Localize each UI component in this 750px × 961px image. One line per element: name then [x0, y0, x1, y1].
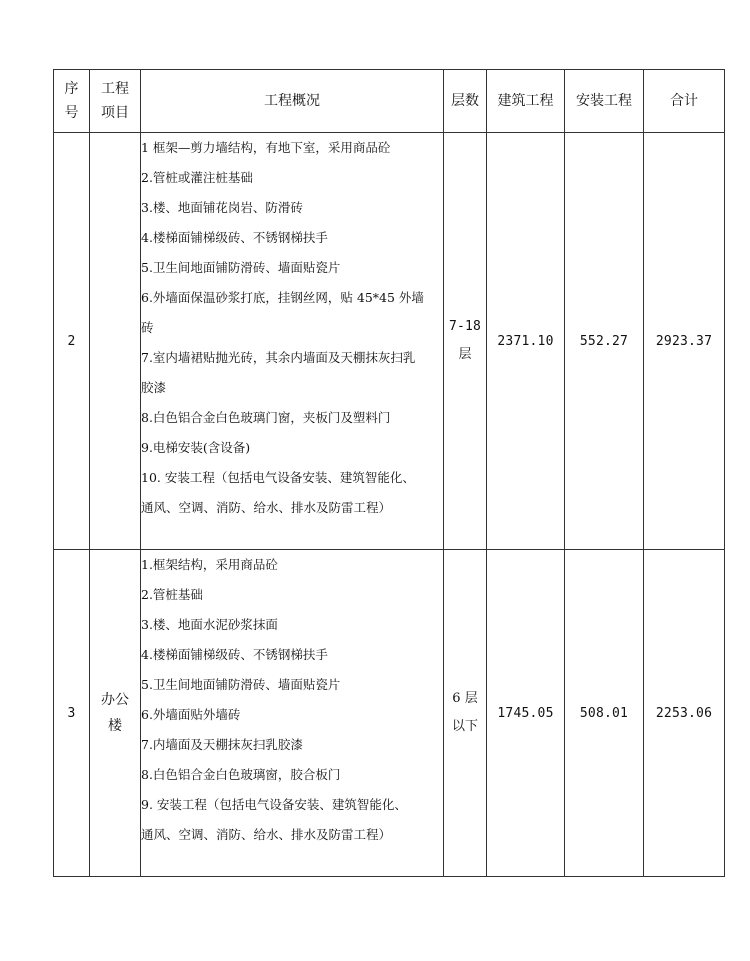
floors-line2: 以下	[451, 719, 478, 734]
project-cell	[90, 550, 141, 877]
header-row	[54, 70, 725, 133]
total-cell: 2253.06	[644, 550, 725, 877]
seq-cell: 3	[54, 550, 90, 877]
overview-line: 9. 安装工程（包括电气设备安装、建筑智能化、	[141, 797, 407, 812]
construction-cell: 1745.05	[487, 550, 565, 877]
floors-line1: 6 层	[452, 691, 478, 706]
total-cell: 2923.37	[644, 133, 725, 550]
table-row	[54, 550, 725, 877]
installation-cell: 508.01	[565, 550, 644, 877]
overview-line: 6.外墙面保温砂浆打底，挂钢丝网，贴 45*45 外墙	[141, 290, 424, 305]
project-line2: 楼	[108, 718, 122, 734]
overview-line: 8.白色铝合金白色玻璃门窗，夹板门及塑料门	[141, 410, 391, 425]
overview-line: 4.楼梯面铺梯级砖、不锈钢梯扶手	[141, 647, 328, 662]
floors-cell	[444, 133, 487, 550]
floors-line1: 7-18	[448, 319, 482, 334]
overview-line: 4.楼梯面铺梯级砖、不锈钢梯扶手	[141, 230, 328, 245]
overview-line: 1.框架结构，采用商品砼	[141, 557, 278, 572]
construction-cell: 2371.10	[487, 133, 565, 550]
overview-line: 2.管桩或灌注桩基础	[141, 170, 253, 185]
overview-line: 8.白色铝合金白色玻璃窗，胶合板门	[141, 767, 341, 782]
header-project-line2: 项目	[101, 105, 129, 121]
cost-table	[53, 69, 725, 877]
seq-cell: 2	[54, 133, 90, 550]
overview-line: 胶漆	[141, 380, 167, 395]
overview-line: 10. 安装工程（包括电气设备安装、建筑智能化、	[141, 470, 415, 485]
overview-line: 5.卫生间地面铺防滑砖、墙面贴瓷片	[141, 260, 341, 275]
floors-cell	[444, 550, 487, 877]
header-project	[90, 70, 141, 133]
overview-line: 1 框架—剪力墙结构，有地下室，采用商品砼	[141, 140, 391, 155]
overview-line: 砖	[141, 320, 154, 335]
header-installation: 安装工程	[565, 70, 644, 133]
overview-line: 5.卫生间地面铺防滑砖、墙面贴瓷片	[141, 677, 341, 692]
overview-line: 9.电梯安装(含设备)	[141, 440, 251, 455]
floors-line2: 层	[458, 347, 472, 362]
project-cell	[90, 133, 141, 550]
header-seq-line1: 序	[64, 81, 79, 97]
header-project-line1: 工程	[101, 81, 129, 97]
overview-line: 3.楼、地面水泥砂浆抹面	[141, 617, 278, 632]
overview-line: 3.楼、地面铺花岗岩、防滑砖	[141, 200, 303, 215]
header-overview: 工程概况	[141, 70, 444, 133]
header-seq-line2: 号	[64, 105, 79, 121]
table-row	[54, 133, 725, 550]
overview-cell	[141, 133, 444, 550]
overview-line: 6.外墙面贴外墙砖	[141, 707, 241, 722]
header-construction: 建筑工程	[487, 70, 565, 133]
header-total: 合计	[644, 70, 725, 133]
overview-line: 7.室内墙裙贴抛光砖，其余内墙面及天棚抹灰扫乳	[141, 350, 416, 365]
overview-cell	[141, 550, 444, 877]
project-line1: 办公	[101, 692, 129, 708]
overview-line: 通风、空调、消防、给水、排水及防雷工程）	[141, 827, 392, 842]
overview-line: 通风、空调、消防、给水、排水及防雷工程）	[141, 500, 392, 515]
installation-cell: 552.27	[565, 133, 644, 550]
overview-line: 2.管桩基础	[141, 587, 203, 602]
header-floors: 层数	[444, 70, 487, 133]
header-seq	[54, 70, 90, 133]
overview-line: 7.内墙面及天棚抹灰扫乳胶漆	[141, 737, 303, 752]
